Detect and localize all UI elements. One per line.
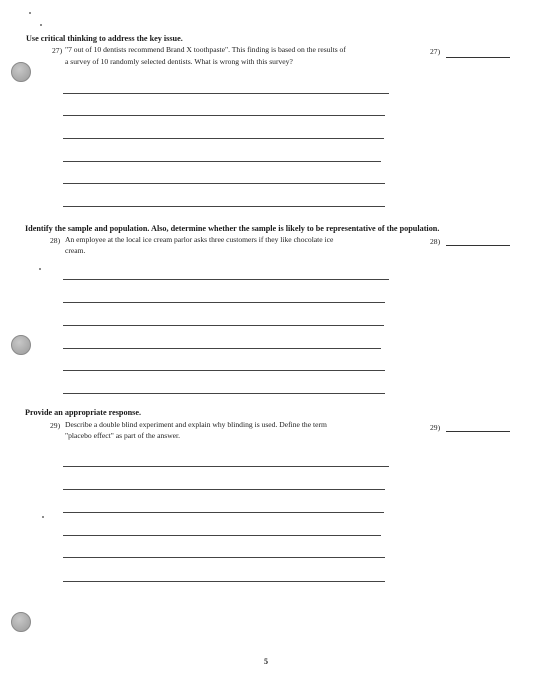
question-number: 28) [50, 236, 61, 245]
answer-label: 29) [430, 423, 441, 432]
section-heading: Identify the sample and population. Also, determine whether the sample is likely to be representative of the population. [25, 224, 440, 233]
answer-label: 27) [430, 47, 441, 56]
page-number: 5 [264, 657, 268, 666]
answer-label: 28) [430, 237, 441, 246]
response-line[interactable] [63, 161, 381, 162]
question-text: cream. [65, 246, 86, 255]
response-line[interactable] [63, 557, 385, 558]
response-line[interactable] [63, 138, 384, 139]
response-line[interactable] [63, 512, 384, 513]
answer-blank[interactable] [446, 431, 510, 432]
response-line[interactable] [63, 348, 381, 349]
question-text: a survey of 10 randomly selected dentists. What is wrong with this survey? [65, 57, 293, 66]
response-line[interactable] [63, 393, 385, 394]
section-heading: Use critical thinking to address the key issue. [26, 34, 183, 43]
scan-speck [39, 268, 41, 270]
response-line[interactable] [63, 206, 385, 207]
question-number: 27) [52, 46, 63, 55]
section-heading: Provide an appropriate response. [25, 408, 141, 417]
response-line[interactable] [63, 183, 385, 184]
binder-hole-top [11, 62, 31, 82]
response-line[interactable] [63, 489, 385, 490]
scan-speck [40, 24, 42, 26]
response-line[interactable] [63, 466, 389, 467]
response-line[interactable] [63, 115, 385, 116]
answer-blank[interactable] [446, 57, 510, 58]
question-text: Describe a double blind experiment and explain why blinding is used. Define the term [65, 420, 327, 429]
binder-hole-middle [11, 335, 31, 355]
response-line[interactable] [63, 581, 385, 582]
scan-speck [29, 12, 31, 14]
response-line[interactable] [63, 302, 385, 303]
response-line[interactable] [63, 279, 389, 280]
question-text: An employee at the local ice cream parlor asks three customers if they like chocolate ice [65, 235, 334, 244]
binder-hole-bottom [11, 612, 31, 632]
response-line[interactable] [63, 535, 381, 536]
response-line[interactable] [63, 370, 385, 371]
answer-blank[interactable] [446, 245, 510, 246]
response-line[interactable] [63, 93, 389, 94]
question-number: 29) [50, 421, 61, 430]
question-text: "7 out of 10 dentists recommend Brand X toothpaste". This finding is based on the results of [65, 45, 346, 54]
scan-speck [42, 516, 44, 518]
question-text: "placebo effect" as part of the answer. [65, 431, 181, 440]
response-line[interactable] [63, 325, 384, 326]
